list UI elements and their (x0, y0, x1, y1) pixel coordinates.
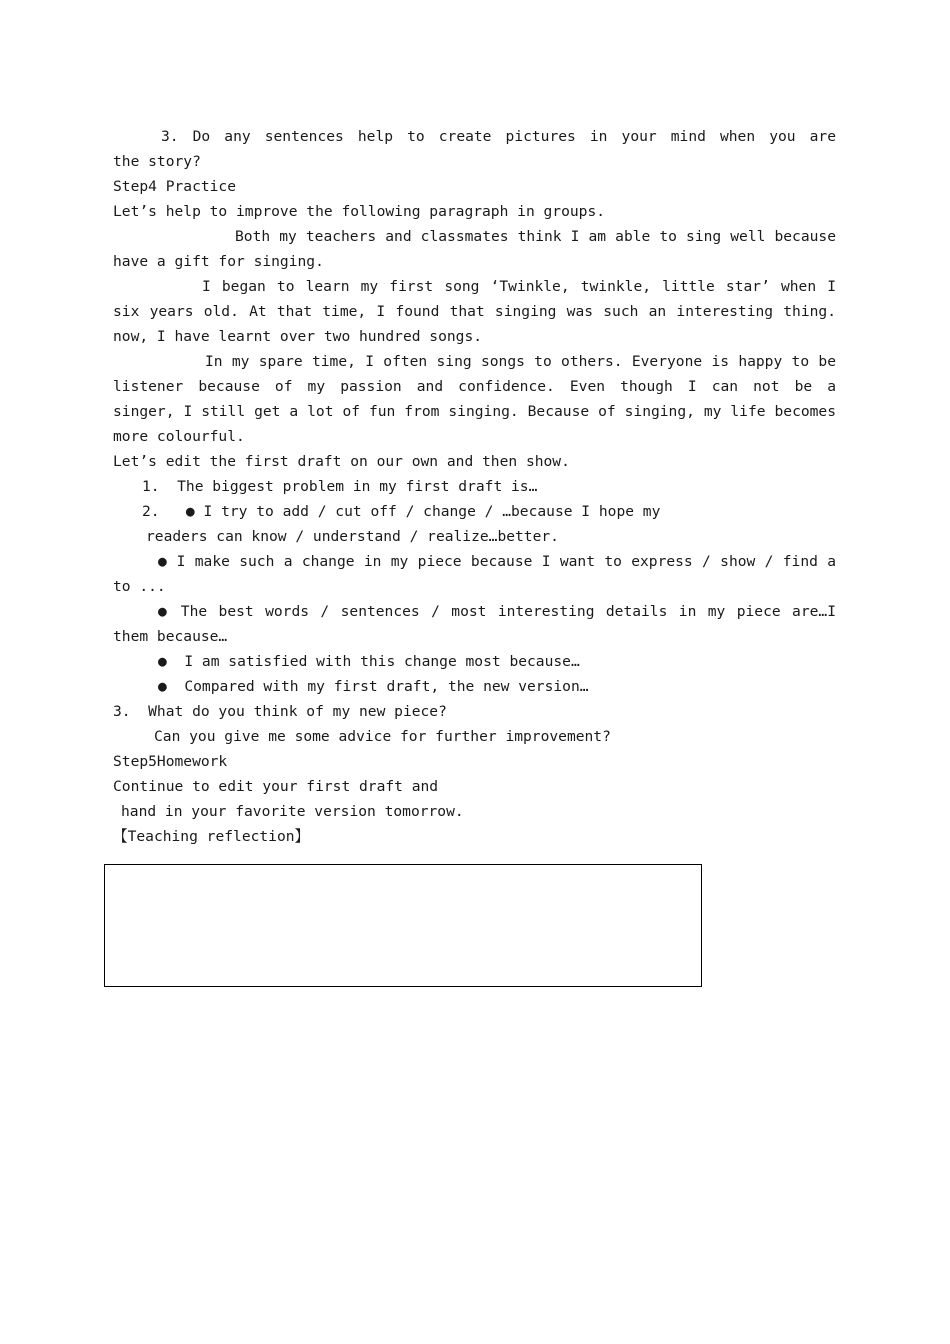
list-item-2: 2. ● I try to add / cut off / change / …because I hope my (142, 503, 661, 520)
paragraph-3-line-1: In my spare time, I often sing songs to others. Everyone is happy to be (205, 353, 836, 370)
teaching-reflection-box (104, 864, 702, 987)
step4-heading: Step4 Practice (113, 178, 237, 195)
paragraph-1-line-1: Both my teachers and classmates think I am able to sing well because (235, 228, 836, 245)
paragraph-2-line-3: now, I have learnt over two hundred songs. (113, 328, 483, 345)
paragraph-1-line-2: have a gift for singing. (113, 253, 324, 270)
bullet-best-words-line-1: ● The best words / sentences / most interesting details in my piece are…I (158, 603, 836, 620)
bullet-change-line-1: ● I make such a change in my piece because I want to express / show / find a (158, 553, 836, 570)
list-item-2-continuation: readers can know / understand / realize…better. (146, 528, 559, 545)
teaching-reflection-heading: 【Teaching reflection】 (113, 828, 310, 845)
question-new-piece: 3. What do you think of my new piece? (113, 703, 447, 720)
list-item-1: 1. The biggest problem in my first draft is… (142, 478, 538, 495)
step5-heading: Step5Homework (113, 753, 228, 770)
bullet-best-words-line-2: them because… (113, 628, 228, 645)
paragraph-3-line-4: more colourful. (113, 428, 245, 445)
question-3-line-1: 3. Do any sentences help to create pictures in your mind when you are (161, 128, 836, 145)
paragraph-3-line-3: singer, I still get a lot of fun from singing. Because of singing, my life becomes (113, 403, 836, 420)
bullet-change-line-2: to ... (113, 578, 166, 595)
question-advice: Can you give me some advice for further improvement? (154, 728, 611, 745)
bullet-compared: ● Compared with my first draft, the new version… (158, 678, 589, 695)
bullet-satisfied: ● I am satisfied with this change most because… (158, 653, 580, 670)
paragraph-2-line-1: I began to learn my first song ‘Twinkle, twinkle, little star’ when I (202, 278, 836, 295)
edit-instruction: Let’s edit the first draft on our own and then show. (113, 453, 570, 470)
paragraph-3-line-2: listener because of my passion and confidence. Even though I can not be a (113, 378, 836, 395)
practice-instruction: Let’s help to improve the following paragraph in groups. (113, 203, 606, 220)
question-3-line-2: the story? (113, 153, 201, 170)
paragraph-2-line-2: six years old. At that time, I found that singing was such an interesting thing. (113, 303, 836, 320)
homework-line-1: Continue to edit your first draft and (113, 778, 439, 795)
homework-line-2: hand in your favorite version tomorrow. (121, 803, 464, 820)
